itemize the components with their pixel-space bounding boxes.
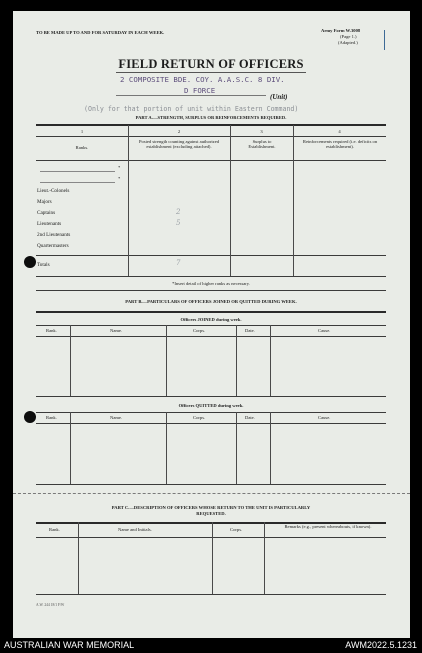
punch-hole (24, 256, 36, 268)
rank-placeholder: * (118, 176, 121, 181)
joined-col-corps: Corps. (193, 328, 206, 333)
rank-fill-line (40, 171, 115, 172)
col-header-posted: Posted strength counting against authorized establishment (excluding attached). (138, 139, 220, 150)
part-a-col-divider (230, 125, 231, 276)
rank-2nd-lieutenants: 2nd Lieutenants (37, 232, 71, 238)
rank-quartermasters: Quartermasters (37, 243, 69, 249)
footer-institution: AUSTRALIAN WAR MEMORIAL (4, 640, 135, 650)
joined-col-divider (70, 325, 71, 396)
col-header-ranks: Ranks. (75, 145, 89, 150)
joined-col-divider (270, 325, 271, 396)
col-number-3: 3 (260, 129, 263, 134)
part-c-heading-line2: REQUESTED. (196, 511, 226, 516)
part-a-heading: PART A.—STRENGTH, SURPLUS OR REINFORCEMENTS REQUIRED. (135, 115, 287, 120)
joined-col-rank: Rank. (46, 328, 57, 333)
joined-col-date: Date. (245, 328, 255, 333)
part-a-number-rule (36, 136, 386, 137)
part-a-totals-rule (36, 255, 386, 256)
joined-header-top (36, 325, 386, 326)
ink-mark (384, 30, 385, 50)
part-a-top-rule (36, 124, 386, 126)
quitted-col-cause: Cause. (318, 415, 331, 420)
unit-stamp-line2: D FORCE (184, 86, 216, 95)
part-c-col-divider (264, 522, 265, 594)
part-a-header-rule (36, 160, 386, 161)
part-c-header-rule (36, 537, 386, 538)
part-a-bottom-rule (36, 276, 386, 277)
footer-accession-number: AWM2022.5.1231 (345, 640, 417, 650)
quitted-header-bottom (36, 423, 386, 424)
part-c-col-rank: Rank. (49, 527, 60, 532)
part-a-footnote: *Insert detail of higher ranks as necessary. (172, 281, 250, 286)
part-c-col-remarks: Remarks (e.g., present whereabouts, if known). (284, 524, 372, 529)
quitted-header-top (36, 412, 386, 413)
joined-col-divider (166, 325, 167, 396)
rank-placeholder: * (118, 165, 121, 170)
quitted-col-corps: Corps. (193, 415, 206, 420)
quitted-col-divider (270, 412, 271, 484)
punch-hole (24, 411, 36, 423)
joined-header-bottom (36, 336, 386, 337)
lieutenants-count: 5 (176, 219, 181, 227)
part-a-col-divider (293, 125, 294, 276)
title-underline (116, 72, 306, 73)
form-adapted: (Adapted.) (338, 40, 358, 45)
joined-col-divider (236, 325, 237, 396)
unit-stamp-line1: 2 COMPOSITE BDE. COY. A.A.S.C. 8 DIV. (120, 75, 285, 84)
quitted-col-name: Name. (110, 415, 123, 420)
part-b-heading: PART B.—PARTICULARS OF OFFICERS JOINED OR QUITTED DURING WEEK. (125, 299, 297, 304)
joined-col-name: Name. (110, 328, 123, 333)
part-c-col-divider (212, 522, 213, 594)
rank-fill-line (40, 182, 115, 183)
part-a-end-rule (36, 290, 386, 291)
part-b-top-rule (36, 311, 386, 313)
quitted-col-rank: Rank. (46, 415, 57, 420)
part-c-col-name: Name and Initials. (118, 527, 152, 532)
quitted-col-divider (70, 412, 71, 484)
part-c-bottom-rule (36, 594, 386, 595)
unit-line (116, 95, 266, 96)
quitted-col-date: Date. (245, 415, 255, 420)
print-code: A.W. 244 18/1 F/W (36, 603, 65, 607)
rank-totals: Totals (37, 262, 50, 268)
captains-count: 2 (176, 208, 181, 216)
col-number-2: 2 (177, 129, 181, 134)
col-number-4: 4 (338, 129, 341, 134)
part-c-col-corps: Corps. (230, 527, 243, 532)
quitted-title: Officers QUITTED during week. (178, 403, 244, 408)
totals-count: 7 (176, 259, 181, 267)
header-note: TO BE MADE UP TO AND FOR SATURDAY IN EACH WEEK. (36, 30, 165, 35)
typed-note: (Only for that portion of unit within Eastern Command) (84, 105, 299, 113)
joined-bottom-rule (36, 396, 386, 397)
rank-lieutenants: Lieutenants (37, 221, 62, 227)
col-number-1: 1 (80, 129, 84, 134)
joined-col-cause: Cause. (318, 328, 331, 333)
col-header-reinforcements: Reinforcements required (i.e. deficits on establishment). (302, 139, 378, 150)
part-c-col-divider (78, 522, 79, 594)
page-title: FIELD RETURN OF OFFICERS (118, 57, 304, 71)
rank-majors: Majors (37, 199, 52, 205)
unit-label: (Unit) (270, 93, 288, 101)
joined-title: Officers JOINED during week. (180, 317, 242, 322)
rank-lieut-colonels: Lieut.-Colonels (37, 188, 70, 194)
form-number: Army Form W.3008 (321, 28, 361, 33)
rank-captains: Captains (37, 210, 56, 216)
part-a-col-divider (128, 125, 129, 276)
quitted-col-divider (166, 412, 167, 484)
quitted-col-divider (236, 412, 237, 484)
perforation-line (13, 493, 410, 494)
form-page: (Page 1.) (340, 34, 357, 39)
col-header-surplus: Surplus to Establishment. (248, 139, 276, 150)
quitted-bottom-rule (36, 484, 386, 485)
part-c-heading-line1: PART C.—DESCRIPTION OF OFFICERS WHOSE RETURN TO THE UNIT IS PARTICULARLY (111, 505, 311, 510)
